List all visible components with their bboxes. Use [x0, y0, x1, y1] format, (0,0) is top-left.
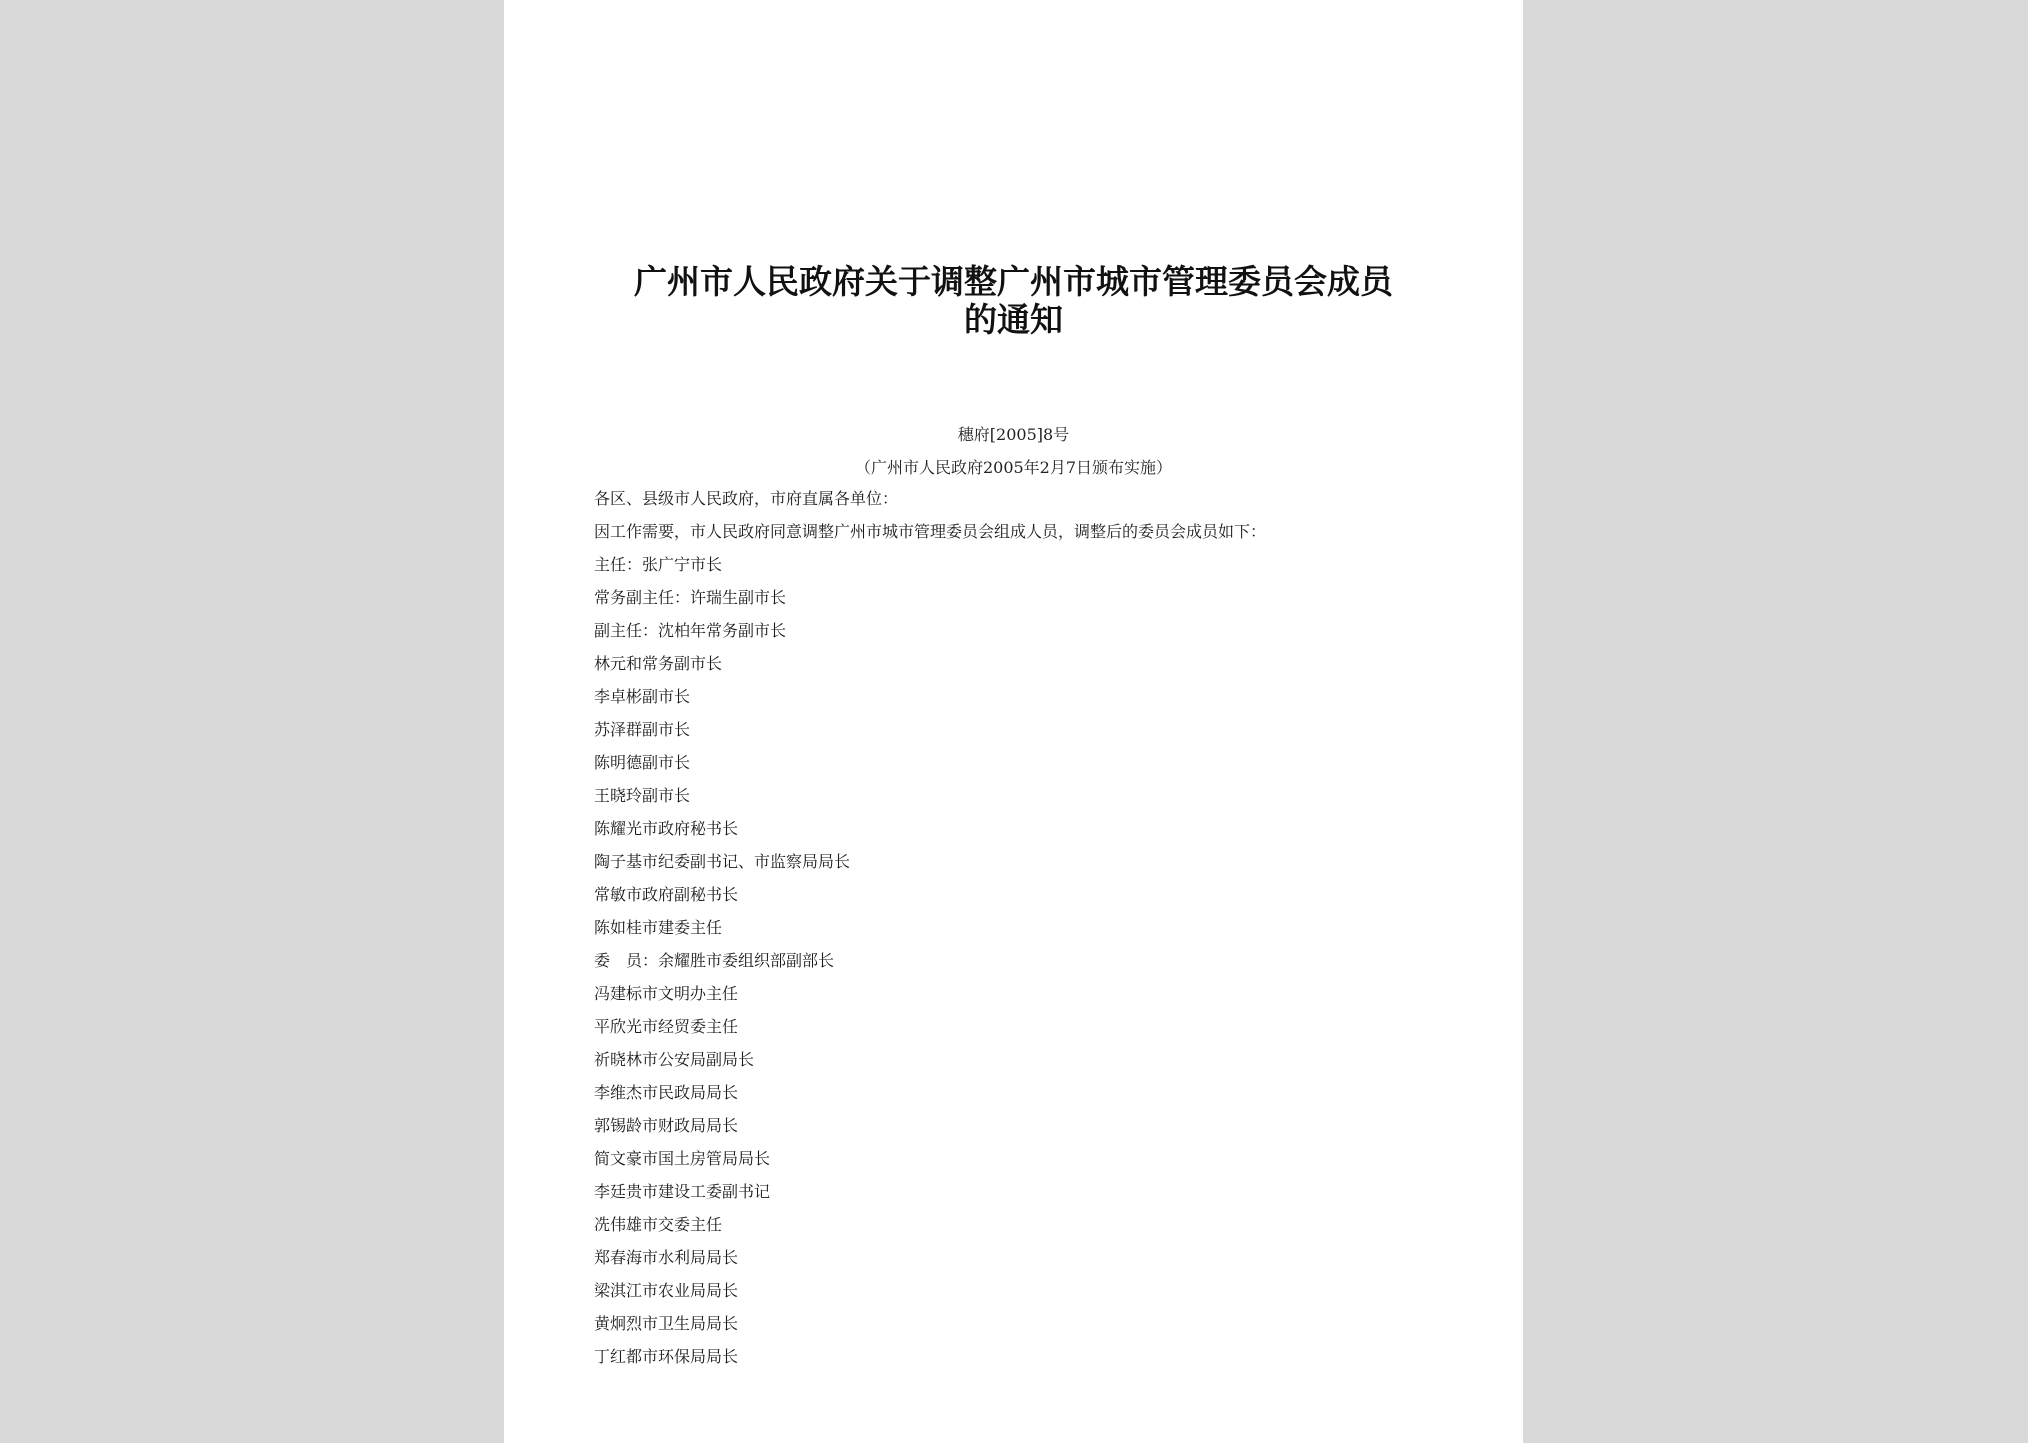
body-line: 祈晓林市公安局副局长	[594, 1050, 755, 1069]
body-line: 平欣光市经贸委主任	[594, 1017, 739, 1036]
body-line: 梁淇江市农业局局长	[594, 1281, 739, 1300]
body-line: 委 员：余耀胜市委组织部副部长	[594, 951, 835, 970]
document-number: 穗府[2005]8号	[957, 425, 1070, 444]
body-line: 冼伟雄市交委主任	[594, 1215, 723, 1234]
body-line: 李廷贵市建设工委副书记	[594, 1182, 771, 1201]
body-line: 各区、县级市人民政府，市府直属各单位：	[594, 489, 899, 508]
body-line: 李卓彬副市长	[594, 687, 691, 706]
body-line: 陶子基市纪委副书记、市监察局局长	[594, 852, 851, 871]
document-page	[504, 0, 1523, 1443]
body-line: 因工作需要，市人民政府同意调整广州市城市管理委员会组成人员，调整后的委员会成员如下：	[594, 522, 1267, 541]
body-line: 李维杰市民政局局长	[594, 1083, 739, 1102]
body-line: 丁红都市环保局局长	[594, 1347, 739, 1366]
body-line: 林元和常务副市长	[594, 654, 723, 673]
body-line: 简文豪市国土房管局局长	[594, 1149, 771, 1168]
body-line: 副主任：沈柏年常务副市长	[594, 621, 787, 640]
body-line: 苏泽群副市长	[594, 720, 691, 739]
body-line: 黄炯烈市卫生局局长	[594, 1314, 739, 1333]
body-line: 陈明德副市长	[594, 753, 691, 772]
body-line: 王晓玲副市长	[594, 786, 691, 805]
title-line-2: 的通知	[964, 300, 1063, 339]
body-line: 郭锡龄市财政局局长	[594, 1116, 739, 1135]
document-body	[594, 488, 1474, 1379]
body-line: 冯建标市文明办主任	[594, 984, 739, 1003]
title-line-1: 广州市人民政府关于调整广州市城市管理委员会成员	[634, 262, 1393, 301]
document-title	[504, 263, 1523, 339]
body-line: 陈耀光市政府秘书长	[594, 819, 739, 838]
body-line: 主任：张广宁市长	[594, 555, 723, 574]
body-line: 常务副主任：许瑞生副市长	[594, 588, 787, 607]
body-line: 常敏市政府副秘书长	[594, 885, 739, 904]
body-line: 陈如桂市建委主任	[594, 918, 723, 937]
body-line: 郑春海市水利局局长	[594, 1248, 739, 1267]
issue-note: （广州市人民政府2005年2月7日颁布实施）	[854, 458, 1173, 477]
